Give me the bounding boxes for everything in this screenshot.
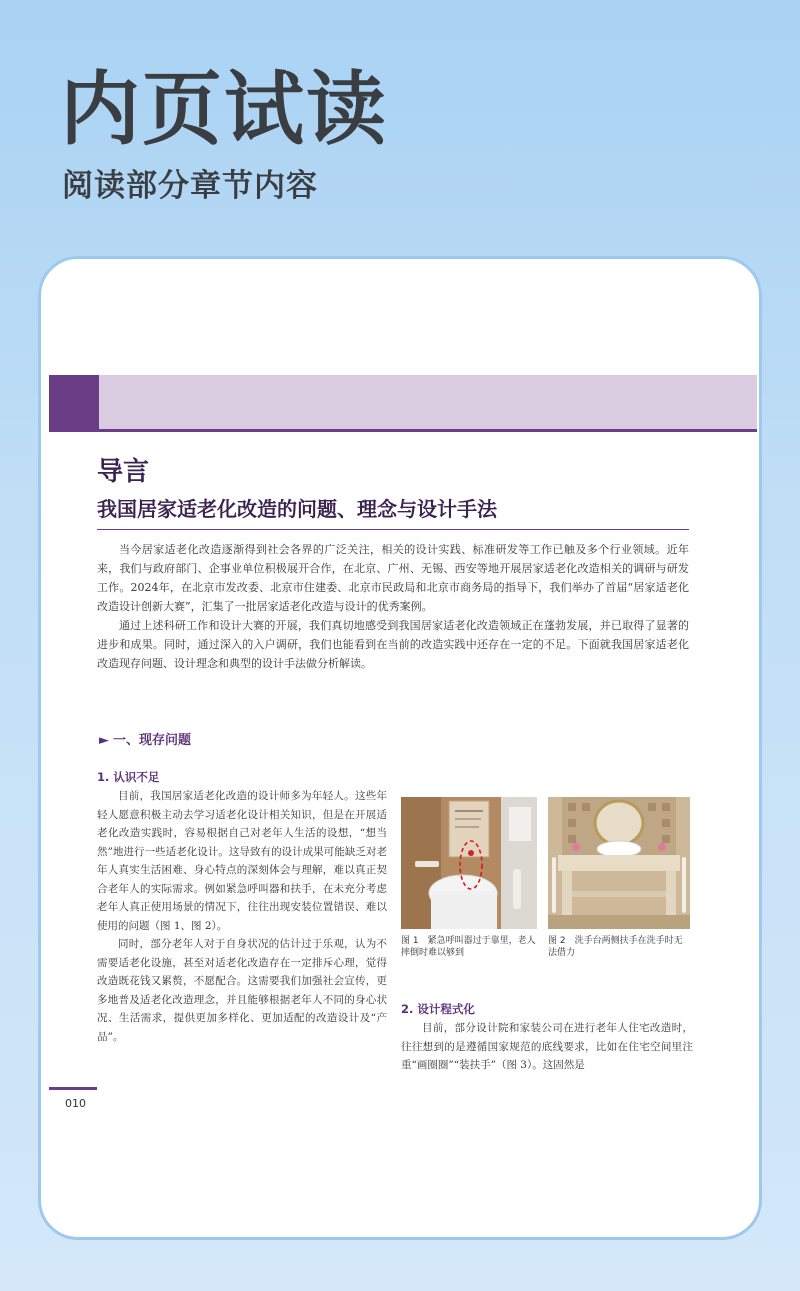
chapter-header-rule: [49, 429, 757, 432]
section-heading: [99, 729, 191, 748]
section-heading-text: 一、现存问题: [113, 733, 192, 748]
subsection-heading-2: 2. 设计程式化: [401, 1002, 475, 1016]
triangle-icon: ►: [99, 733, 109, 748]
preview-card: [38, 256, 762, 1240]
doc-subheading: 我国居家适老化改造的问题、理念与设计手法: [97, 497, 497, 521]
body-paragraph: 同时，部分老年人对于自身状况的估计过于乐观，认为不需要适老化设施，甚至对适老化改造存在一定排斥心理，觉得改造既花钱又累赘，不愿配合。这需要我们加强社会宣传，更多地普及适老化改造理念，并且能够根据老年人不同的身心状况、生活需求，提供更加多样化、更加适配的改造设计及“产品”。: [97, 938, 387, 1043]
figure-1-image: [401, 797, 537, 929]
page-number-rule: [49, 1087, 97, 1090]
intro-text: [97, 540, 689, 673]
doc-heading: 导言: [97, 457, 150, 487]
figure-2-caption: 图 2 洗手台两侧扶手在洗手时无法借力: [548, 936, 683, 958]
body-paragraph: 目前，我国居家适老化改造的设计师多为年轻人。这些年轻人愿意积极主动去学习适老化设计相关知识，但是在开展适老化改造实践时，容易根据自己对老年人生活的设想，“想当然”地进行一些适老化设计。这导致有的设计成果可能缺乏对老年人真实生活困难、身心特点的深刻体会与理解，难以真正契合老年人的实际需求。例如紧急呼叫器和扶手，在未充分考虑老年人真正使用场景的情况下，往往出现安装位置错误、难以使用的问题（图 1、图 2）。: [97, 790, 387, 932]
figure-2-image: [548, 797, 690, 929]
page-number: 010: [65, 1097, 86, 1110]
figure-1-caption: 图 1 紧急呼叫器过于靠里，老人摔倒时难以够到: [401, 936, 536, 958]
intro-paragraph: 通过上述科研工作和设计大赛的开展，我们真切地感受到我国居家适老化改造领域正在蓬勃发展，并已取得了显著的进步和成果。同时，通过深入的入户调研，我们也能看到在当前的改造实践中还存在一定的不足。下面就我国居家适老化改造现存问题、设计理念和典型的设计手法做分析解读。: [97, 619, 689, 670]
left-column-text: [97, 787, 387, 1046]
banner-subtitle: 阅读部分章节内容: [62, 168, 318, 204]
banner-title: 内页试读: [60, 63, 388, 156]
chapter-header-block: [49, 375, 99, 431]
subsection-heading-1: 1. 认识不足: [97, 770, 160, 784]
chapter-header-band: [49, 375, 757, 431]
right-column-text: [401, 1019, 693, 1075]
heading-rule: [97, 529, 689, 530]
intro-paragraph: 当今居家适老化改造逐渐得到社会各界的广泛关注，相关的设计实践、标准研发等工作已触及多个行业领域。近年来，我们与政府部门、企事业单位积极展开合作，在北京、广州、无锡、西安等地开展居家适老化改造相关的调研与研发工作。2024年，在北京市发改委、北京市住建委、北京市民政局和北京市商务局的指导下，我们举办了首届“居家适老化改造设计创新大赛”，汇集了一批居家适老化改造与设计的优秀案例。: [97, 543, 689, 613]
body-paragraph: 目前，部分设计院和家装公司在进行老年人住宅改造时，往往想到的是遵循国家规范的底线要求，比如在住宅空间里注重“画圈圈”“装扶手”（图 3）。这固然是: [401, 1022, 693, 1071]
